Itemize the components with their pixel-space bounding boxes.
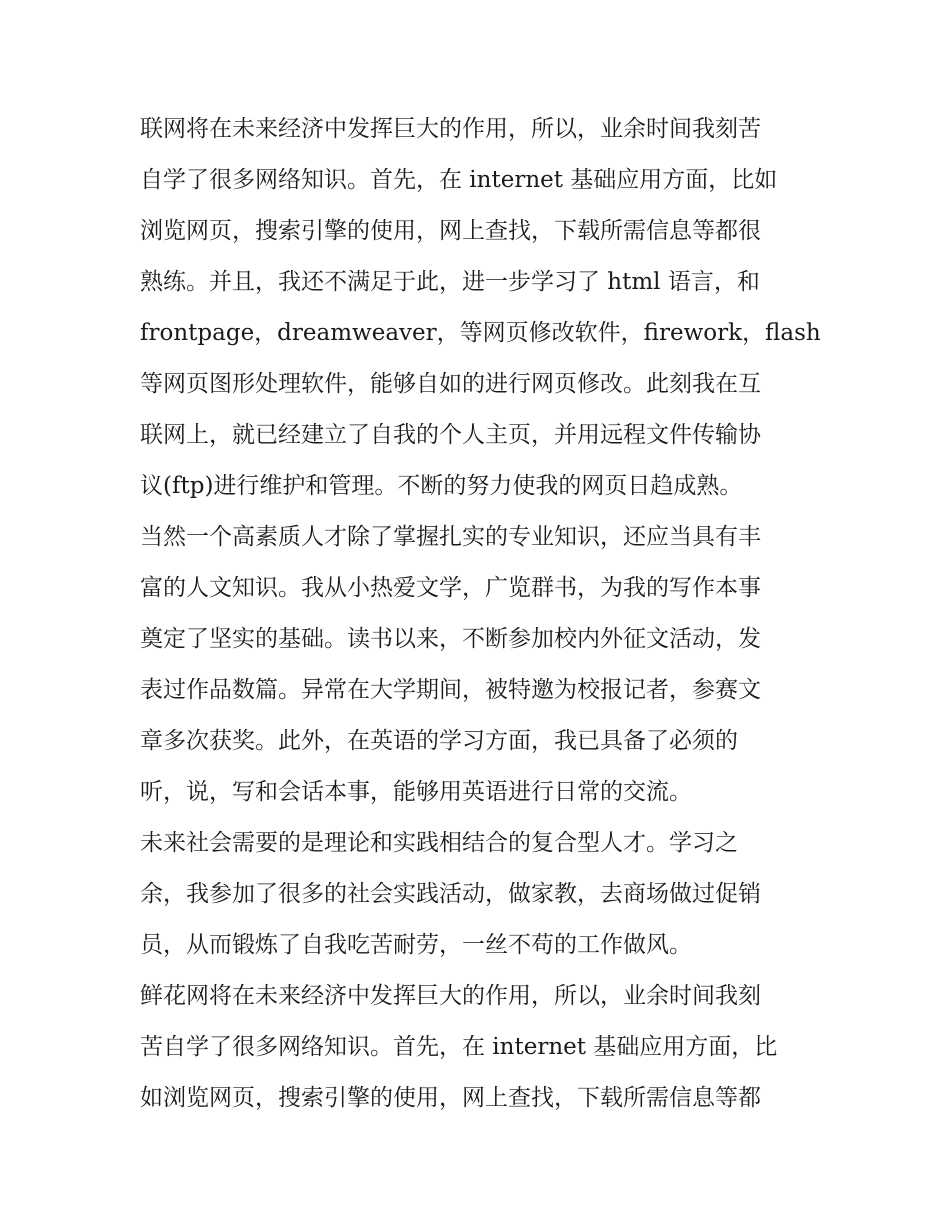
body-text xyxy=(140,104,830,1124)
text-line-15: 未来社会需要的是理论和实践相结合的复合型人才。学习之 xyxy=(140,830,738,856)
text-line-19: 苦自学了很多网络知识。首先，在 internet 基础应用方面，比 xyxy=(140,1034,778,1060)
text-line-14: 听，说，写和会话本事，能够用英语进行日常的交流。 xyxy=(140,779,692,805)
text-line-3: 浏览网页，搜索引擎的使用，网上查找，下载所需信息等都很 xyxy=(140,218,761,244)
text-line-1: 联网将在未来经济中发挥巨大的作用，所以，业余时间我刻苦 xyxy=(140,116,761,142)
text-line-11: 奠定了坚实的基础。读书以来，不断参加校内外征文活动，发 xyxy=(140,626,761,652)
text-line-2: 自学了很多网络知识。首先，在 internet 基础应用方面，比如 xyxy=(140,167,778,193)
text-line-9: 当然一个高素质人才除了掌握扎实的专业知识，还应当具有丰 xyxy=(140,524,761,550)
text-line-20: 如浏览网页，搜索引擎的使用，网上查找，下载所需信息等都 xyxy=(140,1085,761,1111)
text-line-4: 熟练。并且，我还不满足于此，进一步学习了 html 语言，和 xyxy=(140,269,760,295)
text-line-12: 表过作品数篇。异常在大学期间，被特邀为校报记者，参赛文 xyxy=(140,677,761,703)
text-line-16: 余，我参加了很多的社会实践活动，做家教，去商场做过促销 xyxy=(140,881,761,907)
text-line-8: 议(ftp)进行维护和管理。不断的努力使我的网页日趋成熟。 xyxy=(140,473,743,499)
text-line-18: 鲜花网将在未来经济中发挥巨大的作用，所以，业余时间我刻 xyxy=(140,983,761,1009)
text-line-7: 联网上，就已经建立了自我的个人主页，并用远程文件传输协 xyxy=(140,422,761,448)
text-line-10: 富的人文知识。我从小热爱文学，广览群书，为我的写作本事 xyxy=(140,575,761,601)
text-line-6: 等网页图形处理软件，能够自如的进行网页修改。此刻我在互 xyxy=(140,371,761,397)
text-line-5: frontpage，dreamweaver，等网页修改软件，firework，flash xyxy=(140,320,821,346)
text-line-17: 员，从而锻炼了自我吃苦耐劳，一丝不苟的工作做风。 xyxy=(140,932,692,958)
text-line-13: 章多次获奖。此外，在英语的学习方面，我已具备了必须的 xyxy=(140,728,738,754)
